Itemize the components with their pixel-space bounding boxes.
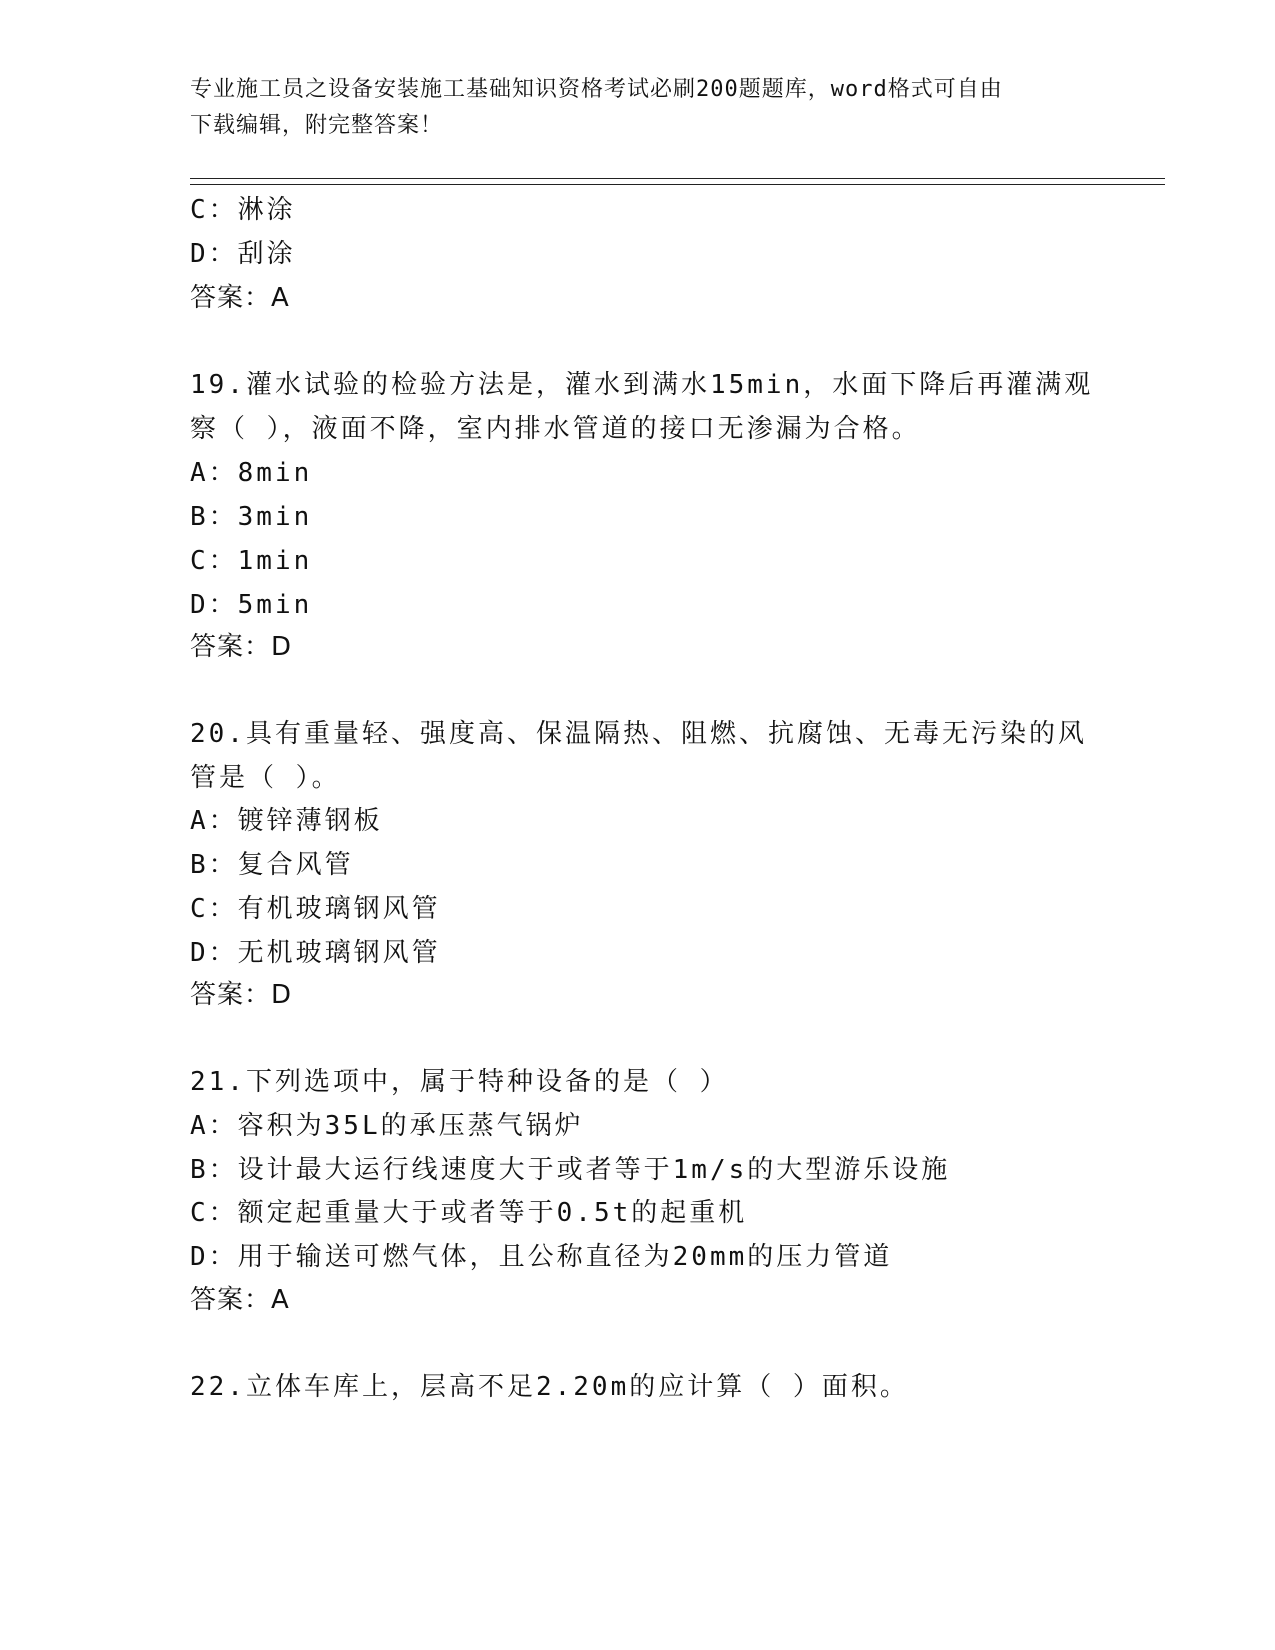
prev-option-d: D：刮涂 xyxy=(190,239,296,269)
question-22-stem-line-1: 22.立体车库上，层高不足2.20m的应计算（ ）面积。 xyxy=(190,1372,909,1402)
question-19-option-a: A：8min xyxy=(190,458,313,488)
question-19-option-b: B：3min xyxy=(190,502,313,532)
question-19-stem-line-1: 19.灌水试验的检验方法是，灌水到满水15min，水面下降后再灌满观 xyxy=(190,370,1094,400)
question-21-option-d: D：用于输送可燃气体，且公称直径为20mm的压力管道 xyxy=(190,1242,893,1272)
header-divider-top xyxy=(190,178,1165,179)
header-line-1: 专业施工员之设备安装施工基础知识资格考试必刷200题题库，word格式可自由 xyxy=(190,77,1003,102)
prev-option-c: C：淋涂 xyxy=(190,195,296,225)
question-21-option-b: B：设计最大运行线速度大于或者等于1m/s的大型游乐设施 xyxy=(190,1155,951,1185)
prev-answer: 答案：A xyxy=(190,283,290,313)
question-21-stem-line-1: 21.下列选项中，属于特种设备的是（ ） xyxy=(190,1067,729,1097)
question-19-option-d: D：5min xyxy=(190,590,313,620)
question-21-option-a: A：容积为35L的承压蒸气锅炉 xyxy=(190,1111,584,1141)
question-20-stem-line-2: 管是（ ）。 xyxy=(190,763,341,793)
header-divider-bottom xyxy=(190,184,1165,185)
question-20-answer: 答案：D xyxy=(190,980,293,1010)
document-header xyxy=(190,72,1090,144)
question-20-option-d: D：无机玻璃钢风管 xyxy=(190,938,441,968)
question-19-answer: 答案：D xyxy=(190,632,293,662)
question-21-answer: 答案：A xyxy=(190,1285,290,1315)
question-21-option-c: C：额定起重量大于或者等于0.5t的起重机 xyxy=(190,1198,748,1228)
question-20-option-b: B：复合风管 xyxy=(190,850,354,880)
question-20-option-c: C：有机玻璃钢风管 xyxy=(190,894,441,924)
question-20-stem-line-1: 20.具有重量轻、强度高、保温隔热、阻燃、抗腐蚀、无毒无污染的风 xyxy=(190,719,1087,749)
question-19-stem-line-2: 察（ ），液面不降，室内排水管道的接口无渗漏为合格。 xyxy=(190,414,921,444)
question-19-option-c: C：1min xyxy=(190,546,313,576)
header-line-2: 下载编辑，附完整答案！ xyxy=(190,113,444,138)
question-20-option-a: A：镀锌薄钢板 xyxy=(190,806,383,836)
